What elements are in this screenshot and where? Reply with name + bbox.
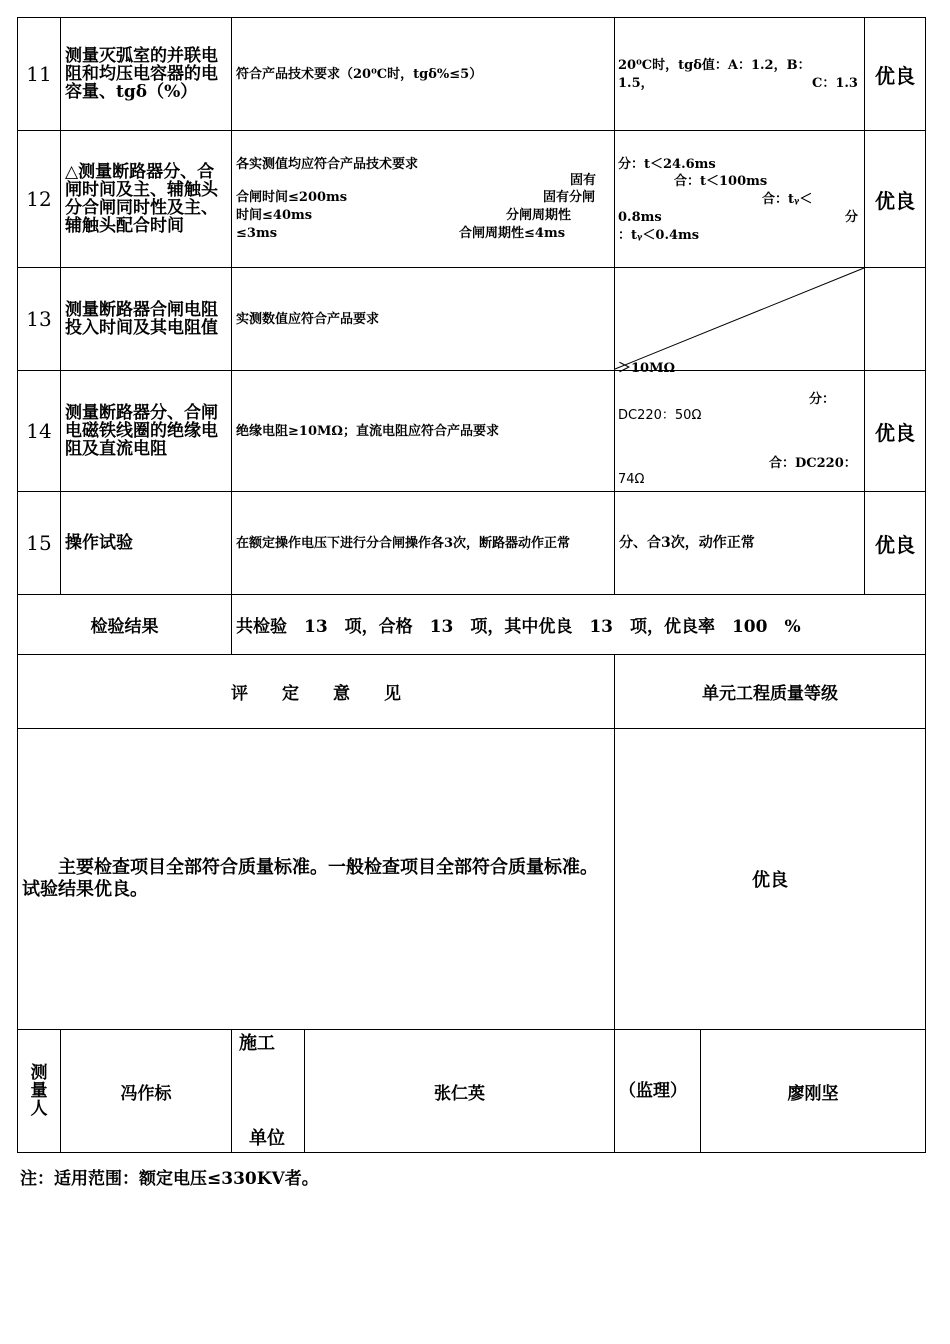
- result-label: 检验结果: [90, 617, 159, 637]
- row-number: 11: [26, 62, 52, 86]
- construction-label-bottom: 单位: [249, 1128, 285, 1149]
- measured-value: ：tᵧ＜0.4ms: [618, 228, 700, 243]
- measured-value: 74Ω: [618, 472, 645, 487]
- standard-requirement: 实测数值应符合产品要求: [236, 311, 380, 327]
- supervision-label: （监理）: [619, 1081, 687, 1101]
- measured-cell: [615, 361, 864, 491]
- measured-value: DC220：50Ω: [618, 408, 702, 423]
- standard-requirement: ≤3ms: [236, 226, 278, 241]
- grade-value: 优良: [875, 188, 915, 213]
- standard-requirement: 合闸时间≤200ms: [236, 190, 348, 205]
- measurer-label: 测量人: [30, 1063, 48, 1119]
- measured-value: 合：DC220：: [769, 456, 857, 471]
- quality-grade-header: 单元工程质量等级: [702, 684, 838, 704]
- standard-requirement: 符合产品技术要求（20⁰C时，tgδ%≤5）: [236, 66, 483, 82]
- standard-requirement: 分闸周期性: [506, 208, 572, 223]
- standard-requirement: 绝缘电阻≥10MΩ；直流电阻应符合产品要求: [236, 423, 499, 439]
- construction-name: 张仁英: [434, 1083, 485, 1104]
- standard-requirement: 固有: [570, 173, 597, 188]
- measured-value: 分: [845, 210, 859, 225]
- supervision-name: 廖刚坚: [787, 1083, 839, 1104]
- quality-grade-value: 优良: [752, 870, 788, 891]
- footnote: 注：适用范围：额定电压≤330KV者。: [20, 1169, 319, 1189]
- measured-value: 1.5，: [618, 76, 654, 91]
- row-number: 14: [26, 419, 52, 443]
- measured-value: 分：t＜24.6ms: [618, 157, 716, 172]
- measured-value: 合：tᵧ＜: [762, 192, 813, 207]
- measured-value: 0.8ms: [618, 210, 662, 225]
- measured-value: C：1.3: [812, 76, 858, 91]
- standard-requirement: 合闸周期性≤4ms: [459, 226, 566, 241]
- test-item: 测量灭弧室的并联电阻和均压电容器的电容量、tgδ（%）: [65, 46, 218, 102]
- grade-value: [865, 268, 925, 370]
- test-item: 操作试验: [65, 533, 133, 553]
- measured-value: 分：: [809, 392, 836, 407]
- measurer-name: 冯作标: [120, 1083, 172, 1104]
- measured-value: 20⁰C时，tgδ值：A：1.2，B：: [618, 58, 811, 73]
- test-item: △测量断路器分、合闸时间及主、辅触头分合闸同时性及主、辅触头配合时间: [65, 162, 218, 236]
- grid-line: [231, 1029, 232, 1153]
- result-summary: 共检验 13 项，合格 13 项，其中优良 13 项，优良率 100 %: [236, 617, 801, 637]
- assessment-opinion: 主要检查项目全部符合质量标准。一般检查项目全部符合质量标准。试验结果优良。: [22, 857, 598, 900]
- row-number: 13: [26, 307, 52, 331]
- grade-value: 优良: [875, 420, 915, 445]
- not-applicable-slash: [615, 268, 864, 370]
- grade-value: 优良: [875, 532, 915, 557]
- test-item: 测量断路器合闸电阻投入时间及其电阻值: [65, 300, 218, 338]
- construction-label-top: 施工: [239, 1033, 275, 1054]
- grade-value: 优良: [875, 63, 915, 88]
- standard-requirement: 固有分闸: [543, 190, 596, 205]
- standard-requirement: 各实测值均应符合产品技术要求: [236, 157, 419, 172]
- standard-requirement: 时间≤40ms: [236, 208, 313, 223]
- measured-value: 合：t＜100ms: [674, 174, 768, 189]
- measured-value: ＞10MΩ: [618, 361, 676, 376]
- grid-line: [17, 1152, 926, 1153]
- row-number: 12: [26, 187, 52, 211]
- grid-line: [925, 17, 926, 1153]
- row-number: 15: [26, 531, 52, 555]
- test-item: 测量断路器分、合闸电磁铁线圈的绝缘电阻及直流电阻: [65, 403, 218, 459]
- standard-requirement: 在额定操作电压下进行分合闸操作各3次，断路器动作正常: [236, 535, 571, 551]
- measured-value: 分、合3次，动作正常: [619, 534, 755, 551]
- assessment-header: 评 定 意 见: [231, 684, 401, 704]
